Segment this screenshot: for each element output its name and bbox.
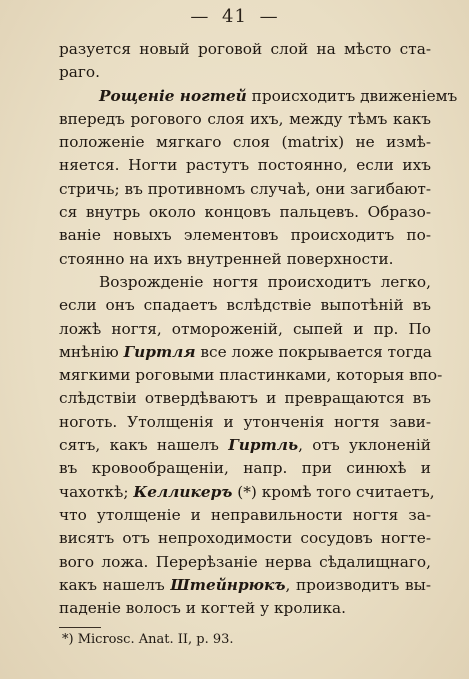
text-run: что утолщеніе и неправильности ногтя за- <box>59 505 431 524</box>
text-line <box>59 38 431 61</box>
emphasized-name: Гиртля <box>123 342 196 361</box>
text-run: стричь; въ противномъ случаѣ, они загибают- <box>59 179 431 198</box>
text-run: , производитъ вы- <box>285 575 431 594</box>
text-line <box>59 294 431 317</box>
page-number: — 41 — <box>190 6 279 27</box>
text-run: чахоткѣ; <box>59 482 134 501</box>
text-line <box>59 248 431 271</box>
text-line <box>59 131 431 154</box>
text-line <box>59 527 431 550</box>
text-line <box>59 574 431 597</box>
text-run: вого ложа. Перерѣзаніе нерва сѣдалищнаго, <box>59 552 431 571</box>
text-run: все ложе покрывается тогда <box>195 342 432 361</box>
text-run: ваніе новыхъ элементовъ происходитъ по- <box>59 226 431 245</box>
text-run: , отъ уклоненій <box>298 436 432 455</box>
text-line <box>59 108 431 131</box>
text-run: мнѣнію <box>59 342 124 361</box>
text-run: сятъ, какъ нашелъ <box>59 436 229 455</box>
text-line <box>59 481 435 504</box>
text-run: въ кровообращеніи, напр. при синюхѣ и <box>59 459 431 478</box>
text-run: раго. <box>59 63 100 82</box>
emphasized-name: Рощеніе ногтей <box>99 86 247 105</box>
text-line <box>59 224 431 247</box>
text-run: няется. Ногти растутъ постоянно, если ихъ <box>59 156 431 175</box>
text-line <box>59 154 431 177</box>
text-run: ся внутрь около концовъ пальцевъ. Образо- <box>59 203 431 222</box>
text-line <box>59 201 431 224</box>
emphasized-name: Гиртль <box>228 436 299 455</box>
text-line <box>59 457 431 480</box>
footnote: *) Microsc. Anat. II, p. 93. <box>62 632 234 647</box>
emphasized-name: Штейнрюкъ <box>170 575 286 594</box>
text-run: если онъ спадаетъ вслѣдствіе выпотѣній въ <box>59 296 431 315</box>
text-run: какъ нашелъ <box>59 575 171 594</box>
text-run: положеніе мягкаго слоя (matrix) не измѣ- <box>59 133 431 152</box>
text-line <box>59 85 458 108</box>
text-line <box>59 411 431 434</box>
text-run: мягкими роговыми пластинками, которыя впо- <box>59 366 443 385</box>
body-text <box>59 38 458 620</box>
text-run: разуется новый роговой слой на мѣсто ста- <box>59 40 431 58</box>
text-line <box>59 504 431 527</box>
text-line <box>59 178 431 201</box>
text-run: впередъ рогового слоя ихъ, между тѣмъ какъ <box>59 109 431 128</box>
text-line <box>59 341 431 364</box>
text-run: висятъ отъ непроходимости сосудовъ ногте- <box>59 529 431 548</box>
text-line <box>59 318 431 341</box>
text-run: слѣдствіи отвердѣваютъ и превращаются въ <box>59 389 431 408</box>
text-run: (*) кромѣ того считаетъ, <box>232 482 435 501</box>
text-run: происходитъ движеніемъ <box>246 86 458 105</box>
text-line <box>59 271 431 294</box>
text-run: стоянно на ихъ внутренней поверхности. <box>59 249 394 268</box>
text-run: ноготь. Утолщенія и утонченія ногтя зави- <box>59 412 431 431</box>
text-line <box>59 61 431 84</box>
text-line <box>59 551 431 574</box>
footnote-divider <box>59 627 101 628</box>
text-line <box>59 387 431 410</box>
text-line <box>59 597 431 620</box>
text-run: ложѣ ногтя, отмороженій, сыпей и пр. По <box>59 319 431 338</box>
text-line <box>59 364 443 387</box>
text-run: Возрожденіе ногтя происходитъ легко, <box>99 272 431 291</box>
text-line <box>59 434 431 457</box>
emphasized-name: Келликеръ <box>133 482 233 501</box>
text-run: паденіе волосъ и когтей у кролика. <box>59 599 346 618</box>
